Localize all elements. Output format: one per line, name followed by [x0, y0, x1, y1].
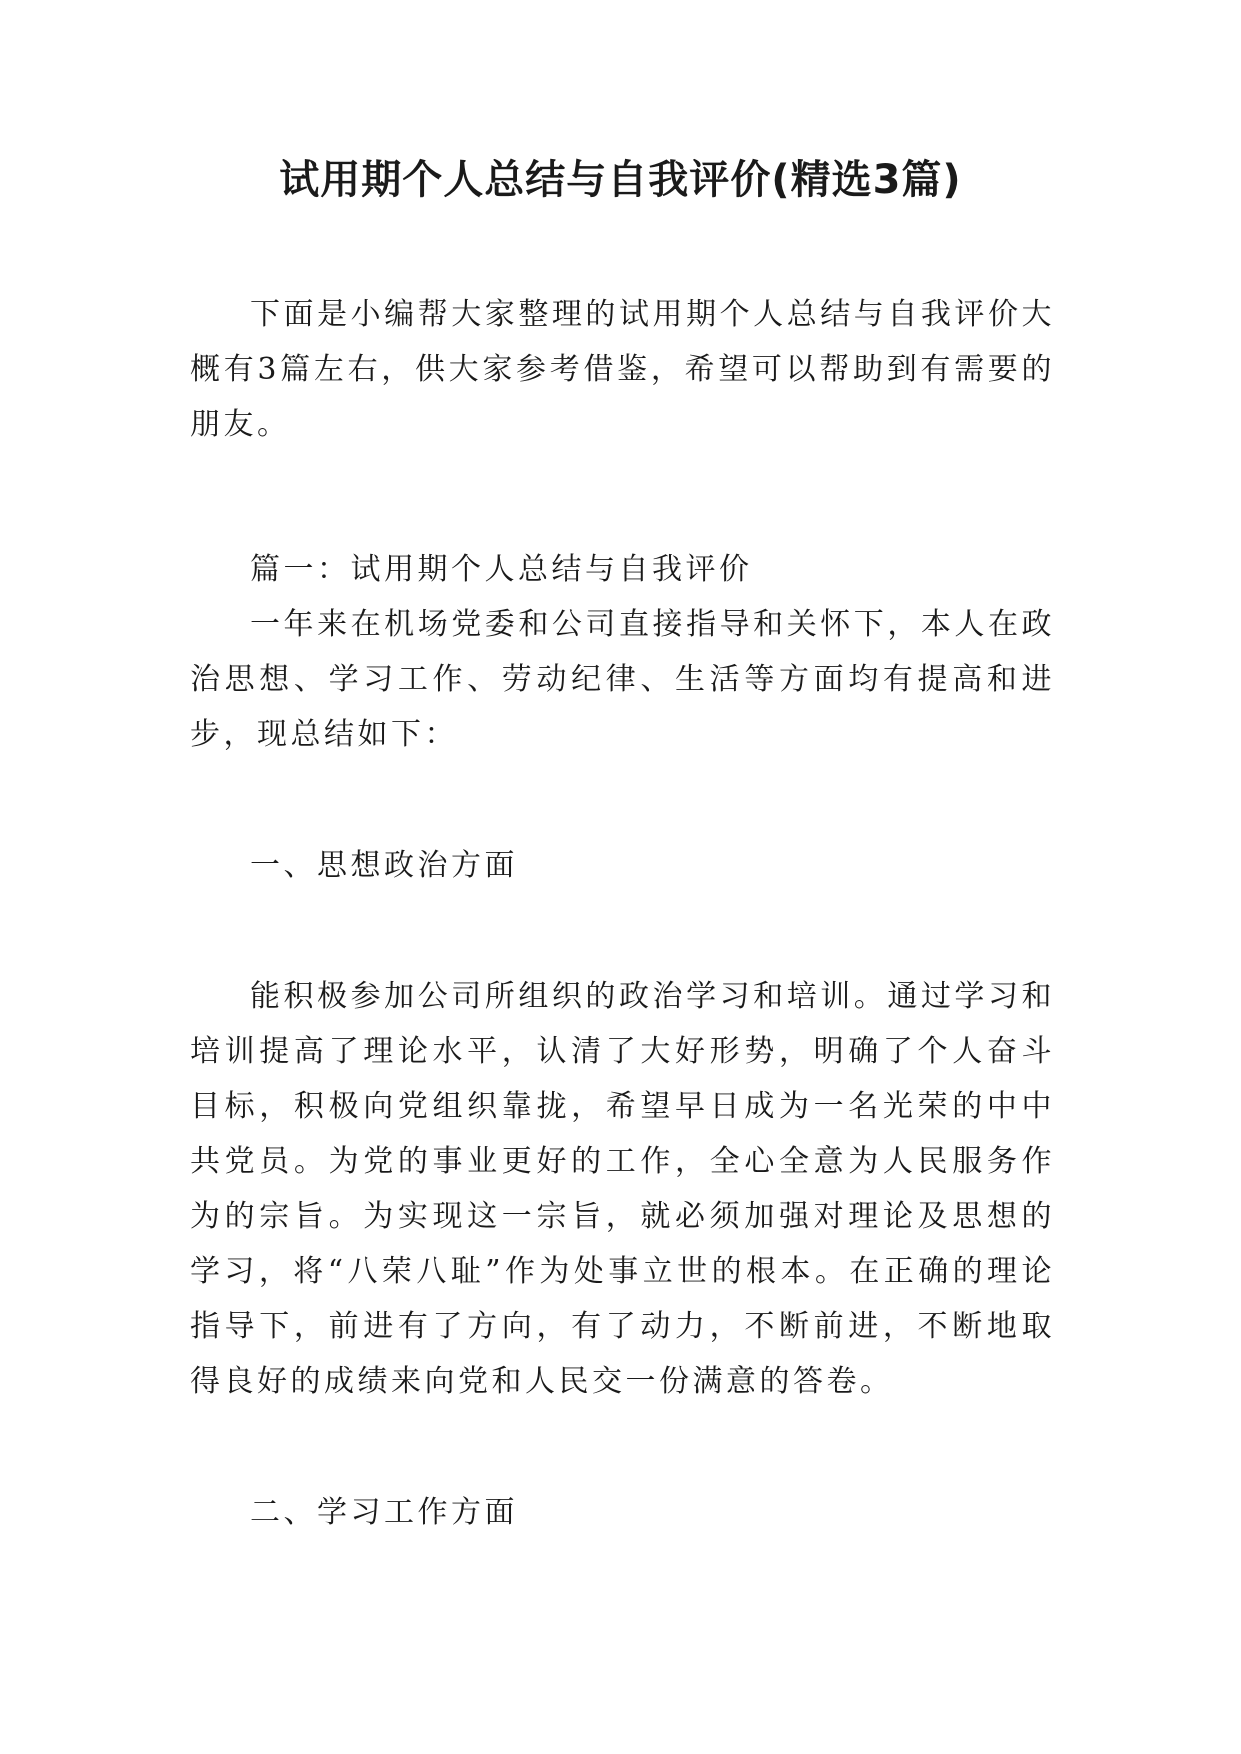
spacer — [190, 1409, 1055, 1485]
intro-paragraph: 下面是小编帮大家整理的试用期个人总结与自我评价大概有3篇左右，供大家参考借鉴，希望可以帮助到有需要的朋友。 — [190, 297, 1055, 442]
document-title: 试用期个人总结与自我评价(精选3篇) — [279, 157, 962, 203]
section-heading-2: 二、学习工作方面 — [250, 1495, 518, 1530]
spacer — [190, 452, 1055, 542]
section-body-1: 能积极参加公司所组织的政治学习和培训。通过学习和培训提高了理论水平，认清了大好形势，明确了个人奋斗目标，积极向党组织靠拢，希望早日成为一名光荣的中中共党员。为党的事业更好的工作，全心全意为人民服务作为的宗旨。为实现这一宗旨，就必须加强对理论及思想的学习，将“八荣八耻”作为处事立世的根本。在正确的理论指导下，前进有了方向，有了动力，不断前进，不断地取得良好的成绩来向党和人民交一份满意的答卷。 — [190, 979, 1055, 1399]
article-opening-paragraph: 一年来在机场党委和公司直接指导和关怀下，本人在政治思想、学习工作、劳动纪律、生活等方面均有提高和进步，现总结如下： — [190, 607, 1055, 752]
spacer — [190, 893, 1055, 969]
section-heading-1: 一、思想政治方面 — [250, 848, 518, 883]
spacer — [190, 762, 1055, 838]
document-body — [190, 287, 1055, 1540]
article-heading: 篇一：试用期个人总结与自我评价 — [250, 552, 753, 587]
